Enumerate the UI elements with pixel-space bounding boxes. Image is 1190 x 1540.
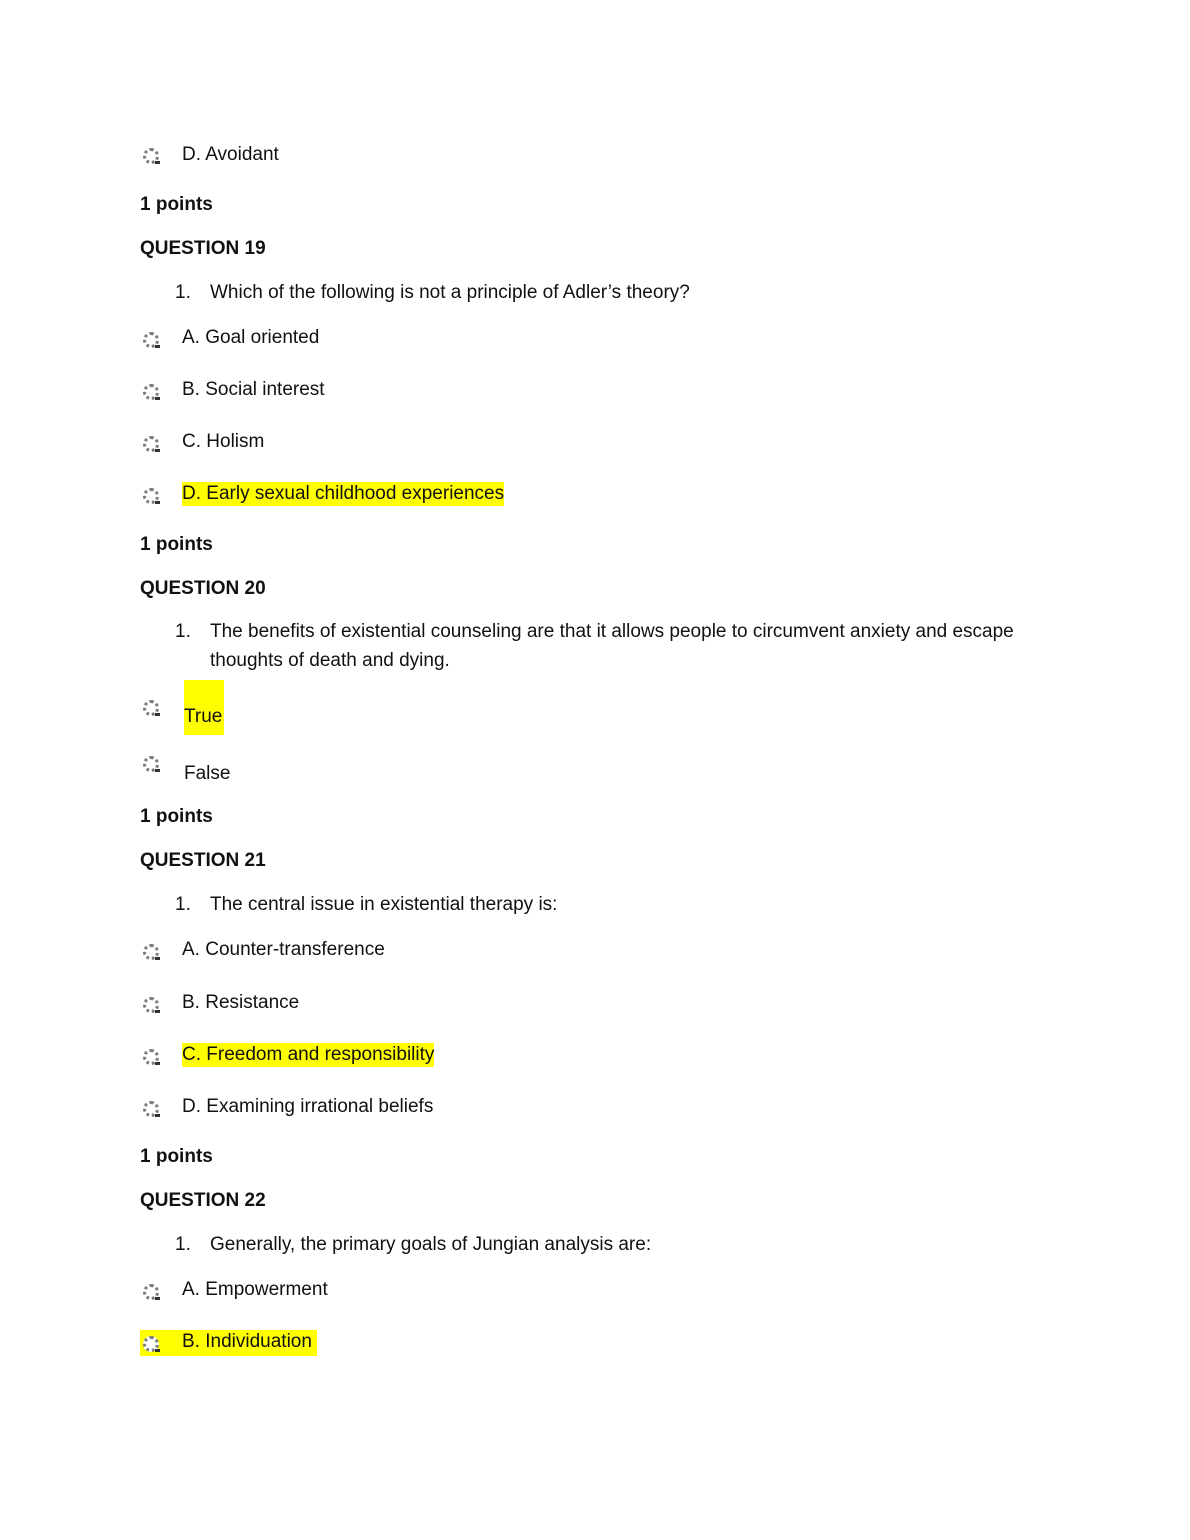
radio-button-c[interactable]	[143, 1049, 159, 1065]
option-a-label: A. Counter-transference	[182, 939, 385, 960]
question-22-number: 1.	[175, 1234, 191, 1255]
option-b-label: B. Resistance	[182, 992, 300, 1013]
radio-button-a[interactable]	[143, 332, 159, 348]
radio-button-d[interactable]	[143, 488, 159, 504]
radio-button-b[interactable]	[143, 384, 159, 400]
radio-button-a[interactable]	[143, 1284, 159, 1300]
question-22-heading: QUESTION 22	[140, 1190, 266, 1211]
question-22-text: Generally, the primary goals of Jungian analysis are:	[210, 1234, 652, 1255]
option-d-label: D. Avoidant	[182, 144, 279, 165]
question-20-text-line2: thoughts of death and dying.	[210, 650, 450, 671]
points-label: 1 points	[140, 194, 213, 215]
option-d-label-highlighted: D. Early sexual childhood experiences	[182, 483, 505, 504]
points-label: 1 points	[140, 534, 213, 555]
radio-button-c[interactable]	[143, 436, 159, 452]
radio-button-d[interactable]	[143, 148, 159, 164]
option-c-label-highlighted: C. Freedom and responsibility	[182, 1044, 435, 1065]
option-b-label: B. Social interest	[182, 379, 325, 400]
radio-button-true[interactable]	[143, 700, 159, 716]
question-20-number: 1.	[175, 621, 191, 642]
radio-button-b[interactable]	[143, 997, 159, 1013]
question-20-heading: QUESTION 20	[140, 578, 266, 599]
question-19-number: 1.	[175, 282, 191, 303]
option-a-label: A. Empowerment	[182, 1279, 328, 1300]
points-label: 1 points	[140, 806, 213, 827]
question-19-text: Which of the following is not a principle of Adler’s theory?	[210, 282, 690, 303]
question-19-heading: QUESTION 19	[140, 238, 266, 259]
question-20-text-line1: The benefits of existential counseling are that it allows people to circumvent anxiety and escape	[210, 621, 1014, 642]
option-d-label: D. Examining irrational beliefs	[182, 1096, 434, 1117]
question-21-text: The central issue in existential therapy is:	[210, 894, 558, 915]
question-21-heading: QUESTION 21	[140, 850, 266, 871]
option-b-label-highlighted: B. Individuation	[182, 1331, 312, 1352]
radio-button-false[interactable]	[143, 756, 159, 772]
option-c-label: C. Holism	[182, 431, 265, 452]
radio-button-d[interactable]	[143, 1101, 159, 1117]
option-true-label: True	[184, 706, 223, 727]
option-false-label: False	[184, 763, 231, 784]
question-21-number: 1.	[175, 894, 191, 915]
radio-button-b[interactable]	[143, 1336, 159, 1352]
option-a-label: A. Goal oriented	[182, 327, 320, 348]
radio-button-a[interactable]	[143, 944, 159, 960]
points-label: 1 points	[140, 1146, 213, 1167]
